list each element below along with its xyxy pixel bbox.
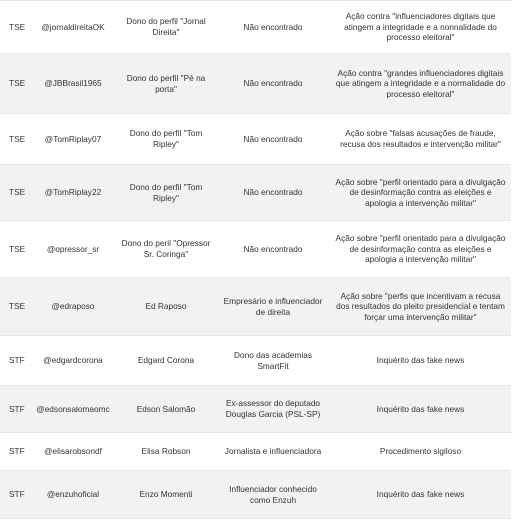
table-row <box>0 278 511 336</box>
profession-cell: Não encontrado <box>243 78 303 89</box>
owner-cell: Dono do perfil "Tom Ripley" <box>129 128 203 149</box>
owner-cell: Enzo Momenti <box>139 489 193 500</box>
handle-cell: @edsonsalomaomc <box>36 403 110 414</box>
owner-cell: Elisa Robson <box>141 446 191 457</box>
action-cell: Ação contra "influenciadores digitais que atingem a integridade e a nonnalidade do processo eleitoral" <box>344 11 497 43</box>
table-row <box>0 114 511 165</box>
action-cell: Ação sobre "perfil orientado para a divulgação de desinformação contra as eleições e apologia a intervenção militar" <box>335 233 506 265</box>
profession-cell: Influenciador conhecido como Enzuh <box>229 483 317 505</box>
table-row <box>0 1 511 54</box>
court-cell: STF <box>9 355 25 366</box>
profession-cell: Ex-assessor do deputado Douglas Garcia (PSL-SP) <box>225 398 321 419</box>
profession-cell: Não encontrado <box>243 21 303 32</box>
handle-cell: @TomRiplay22 <box>44 187 102 198</box>
profession-cell: Dono das academias SmartFit <box>234 349 312 371</box>
action-cell: Inquérito das fake news <box>376 403 465 414</box>
profession-cell: Jornalista e influenciadora <box>224 446 322 457</box>
action-cell: Inquérito das fake news <box>376 489 465 500</box>
handle-cell: @opressor_sr <box>46 243 100 254</box>
table-row <box>0 221 511 278</box>
profession-cell: Não encontrado <box>243 243 303 254</box>
owner-cell: Dono do perfil "Jornal Direita" <box>126 16 206 37</box>
table-row <box>0 54 511 114</box>
court-cell: TSE <box>9 78 26 89</box>
handle-cell: @elisarobsondf <box>44 446 102 457</box>
action-cell: Procedimento sigiloso <box>379 446 462 457</box>
action-cell: Ação sobre "perfis que incentivam a recusa dos resultados do pleito presidencial e tentam forçar uma intervenção militar" <box>336 290 505 322</box>
owner-cell: Edgard Corona <box>137 355 195 366</box>
owner-cell: Dono do perfil "Tom Ripley" <box>129 181 203 203</box>
table-row <box>0 471 511 519</box>
profession-cell: Não encontrado <box>243 187 303 198</box>
court-cell: STF <box>9 446 25 457</box>
handle-cell: @jornaldireitaOK <box>41 21 105 32</box>
handle-cell: @enzuhoficial <box>46 489 100 500</box>
profession-cell: Empresário e influenciador de direita <box>223 295 323 317</box>
handle-cell: @edgardcorona <box>43 355 103 366</box>
court-cell: STF <box>9 489 25 500</box>
table-row <box>0 386 511 433</box>
court-cell: STF <box>9 403 25 414</box>
owner-cell: Ed Raposo <box>145 301 187 312</box>
owner-cell: Dono do perfil "Pé na porta" <box>126 72 206 94</box>
handle-cell: @JBBrasil1965 <box>44 78 102 89</box>
handle-cell: @edraposo <box>51 301 95 312</box>
profession-cell: Não encontrado <box>243 133 303 144</box>
owner-cell: Edson Salomão <box>136 403 196 414</box>
table-row <box>0 433 511 471</box>
table-row <box>0 336 511 386</box>
court-cell: TSE <box>9 133 26 144</box>
table-row <box>0 165 511 221</box>
court-cell: TSE <box>9 243 26 254</box>
handle-cell: @TomRiplay07 <box>44 133 102 144</box>
owner-cell: Dono do peril "Opressor Sr. Coringa" <box>121 238 211 259</box>
action-cell: Ação sobre "perfil orientado para a divulgação de desinformação contra as eleições e apologia a intervenção militar" <box>335 176 506 208</box>
court-cell: TSE <box>9 187 26 198</box>
action-cell: Ação contra "grandes influenciadores digitais que atingem a integridade e a normalidade do processo eleitoral" <box>335 67 506 99</box>
court-cell: TSE <box>9 301 26 312</box>
action-cell: Ação sobre "falsas acusações de fraude, recusa dos resultados e intervenção militar" <box>340 128 501 149</box>
action-cell: Inquérito das fake news <box>376 355 465 366</box>
court-cell: TSE <box>9 21 26 32</box>
